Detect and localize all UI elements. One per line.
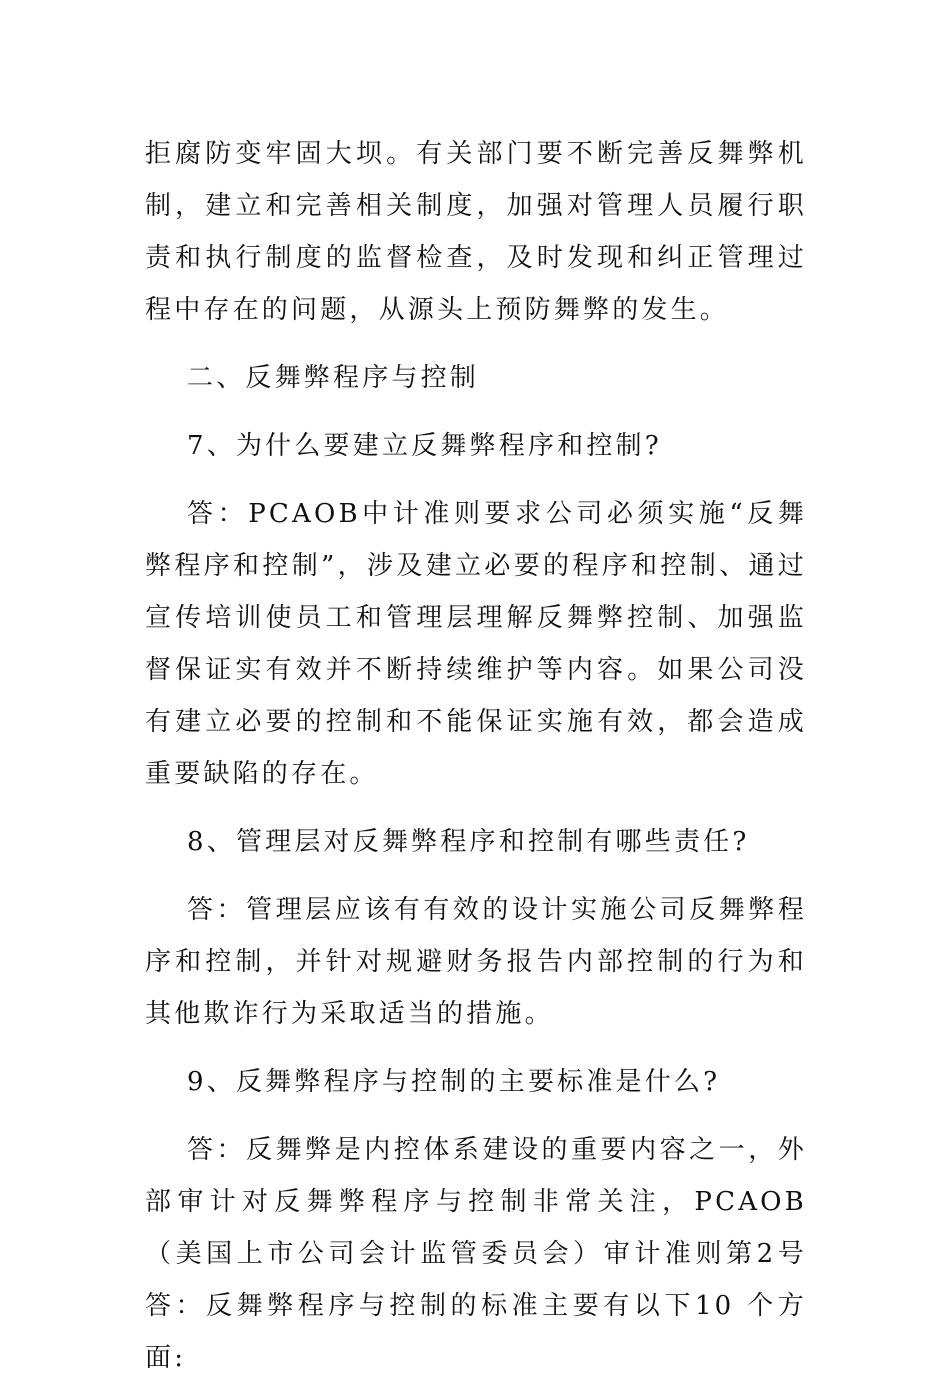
question-9: 9、反舞弊程序与控制的主要标准是什么? [187,1067,721,1097]
section-heading: 二、反舞弊程序与控制 [187,363,480,393]
answer-9: 答：反舞弊是内控体系建设的重要内容之一，外部审计对反舞弊程序与控制非常关注，PCAOB （美国上市公司会计监管委员会）审计准则第2号答：反舞弊程序与控制的标准主要有以下10 个方面: [145,1135,807,1373]
question-7: 7、为什么要建立反舞弊程序和控制? [187,431,662,461]
paragraph-continuation: 拒腐防变牢固大坝。有关部门要不断完善反舞弊机制，建立和完善相关制度，加强对管理人员履行职责和执行制度的监督检查，及时发现和纠正管理过程中存在的问题，从源头上预防舞弊的发生。 [145,139,807,325]
question-8: 8、管理层对反舞弊程序和控制有哪些责任? [187,827,750,857]
document-body [145,128,807,1384]
answer-7: 答：PCAOB中计准则要求公司必须实施“反舞弊程序和控制”，涉及建立必要的程序和控制、通过宣传培训使员工和管理层理解反舞弊控制、加强监督保证实有效并不断持续维护等内容。如果公司没有建立必要的控制和不能保证实施有效，都会造成重要缺陷的存在。 [145,499,807,789]
answer-8: 答：管理层应该有有效的设计实施公司反舞弊程序和控制，并针对规避财务报告内部控制的行为和其他欺诈行为采取适当的措施。 [145,895,807,1029]
